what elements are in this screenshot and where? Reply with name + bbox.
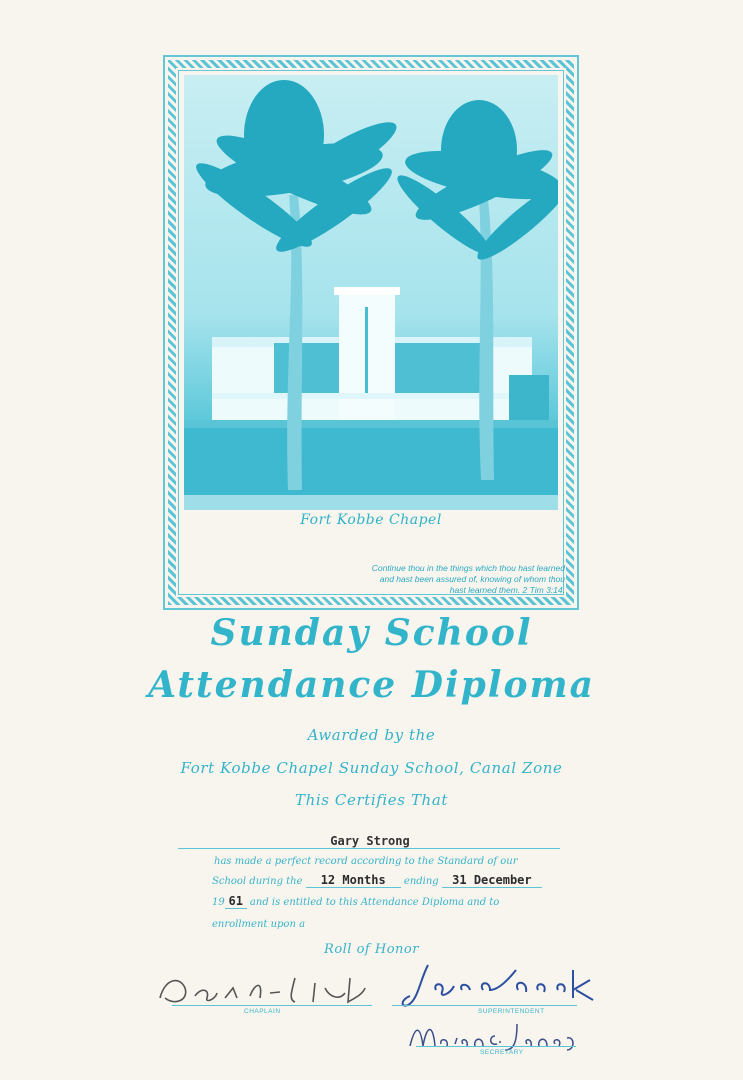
chaplain-signature <box>155 968 375 1013</box>
diploma-title-line-1: Sunday School <box>210 612 533 654</box>
secretary-line <box>416 1046 576 1047</box>
record-line-1 <box>214 856 518 867</box>
chapel-illustration <box>184 75 558 510</box>
record-ending-date: 31 December <box>442 873 542 888</box>
scripture-verse: Continue thou in the things which thou hast learned and hast been assured of, knowing of whom thou hast learned them. 2 Tim 3:14. <box>371 563 565 595</box>
diploma-title-line-2: Attendance Diploma <box>148 664 595 706</box>
superintendent-line <box>392 1005 577 1006</box>
certifies-text: This Certifies That <box>294 791 448 809</box>
record-line-2 <box>212 873 542 888</box>
school-name: Fort Kobbe Chapel Sunday School, Canal Zone <box>180 759 563 777</box>
record-line-4 <box>212 919 305 930</box>
chapel-photo <box>184 75 558 510</box>
record-text-2a: School during the <box>212 876 303 887</box>
record-year: 61 <box>225 894 247 909</box>
record-text-1: has made a perfect record according to the Standard of our <box>214 856 518 867</box>
record-text-2b: ending <box>403 876 439 887</box>
recipient-underline <box>178 848 560 849</box>
superintendent-signature <box>398 960 608 1015</box>
roll-of-honor: Roll of Honor <box>324 942 419 957</box>
superintendent-label: SUPERINTENDENT <box>478 1008 545 1015</box>
photo-caption: Fort Kobbe Chapel <box>300 512 442 528</box>
record-period: 12 Months <box>306 873 401 888</box>
recipient-name: Gary Strong <box>330 834 410 848</box>
record-year-prefix: 19 <box>212 897 225 908</box>
secretary-label: SECRETARY <box>480 1049 524 1056</box>
record-line-3 <box>212 894 499 909</box>
record-text-4: enrollment upon a <box>212 919 306 930</box>
chaplain-label: CHAPLAIN <box>244 1008 281 1015</box>
chaplain-line <box>172 1005 372 1006</box>
record-text-3: and is entitled to this Attendance Diploma and to <box>249 897 500 908</box>
awarded-by-text: Awarded by the <box>307 726 436 744</box>
